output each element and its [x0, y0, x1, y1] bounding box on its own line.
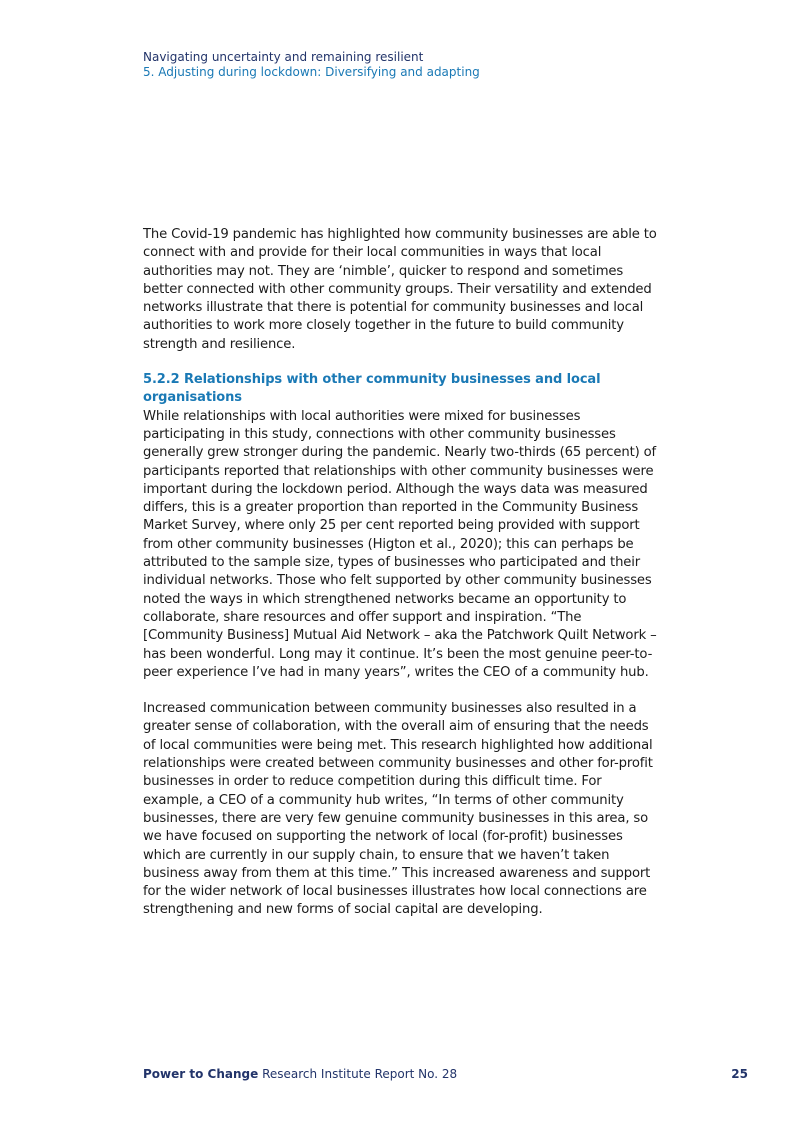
page-footer: [143, 1066, 748, 1082]
report-title: Navigating uncertainty and remaining resilient: [143, 50, 424, 64]
footer-brand: Power to Change: [143, 1067, 259, 1081]
page-number: 25: [731, 1067, 748, 1081]
chapter-title: 5. Adjusting during lockdown: Diversifying and adapting: [143, 65, 480, 79]
main-content: [143, 226, 659, 920]
running-header: [143, 50, 480, 80]
body-paragraph-communication: Increased communication between community businesses also resulted in a greater sense of collaboration, with the overall aim of ensuring that the needs of local communities were being met. This research highlighted how additional relationships were created between community businesses and other for-profit businesses in order to reduce competition during this difficult time. For example, a CEO of a community hub writes, “In terms of other community businesses, there are very few genuine community businesses in this area, so we have focused on supporting the network of local (for-profit) businesses which are currently in our supply chain, to ensure that we haven’t taken business away from them at this time.” This increased awareness and support for the wider network of local businesses illustrates how local connections are strengthening and new forms of social capital are developing.: [143, 701, 653, 918]
body-paragraph-relationships: While relationships with local authorities were mixed for businesses participating in this study, connections with other community businesses generally grew stronger during the pandemic. Nearly two-thirds (65 percent) of participants reported that relationships with other community businesses were important during the lockdown period. Although the ways data was measured differs, this is a greater proportion than reported in the Community Business Market Survey, where only 25 per cent reported being provided with support from other community businesses (Higton et al., 2020); this can perhaps be attributed to the sample size, types of businesses who participated and their individual networks. Those who felt supported by other community businesses noted the ways in which strengthened networks became an opportunity to collaborate, share resources and offer support and inspiration. “The [Community Business] Mutual Aid Network – aka the Patchwork Quilt Network – has been wonderful. Long may it continue. It’s been the most genuine peer-to-peer experience I’ve had in many years”, writes the CEO of a community hub.: [143, 408, 657, 680]
section-heading: 5.2.2 Relationships with other community businesses and local organisations: [143, 372, 601, 406]
footer-report-label: Research Institute Report No. 28: [258, 1067, 458, 1081]
intro-paragraph: The Covid-19 pandemic has highlighted how community businesses are able to connect with and provide for their local communities in ways that local authorities may not. They are ‘nimble’, quicker to respond and sometimes better connected with other community groups. Their versatility and extended networks illustrate that there is potential for community businesses and local authorities to work more closely together in the future to build community strength and resilience.: [143, 227, 657, 352]
